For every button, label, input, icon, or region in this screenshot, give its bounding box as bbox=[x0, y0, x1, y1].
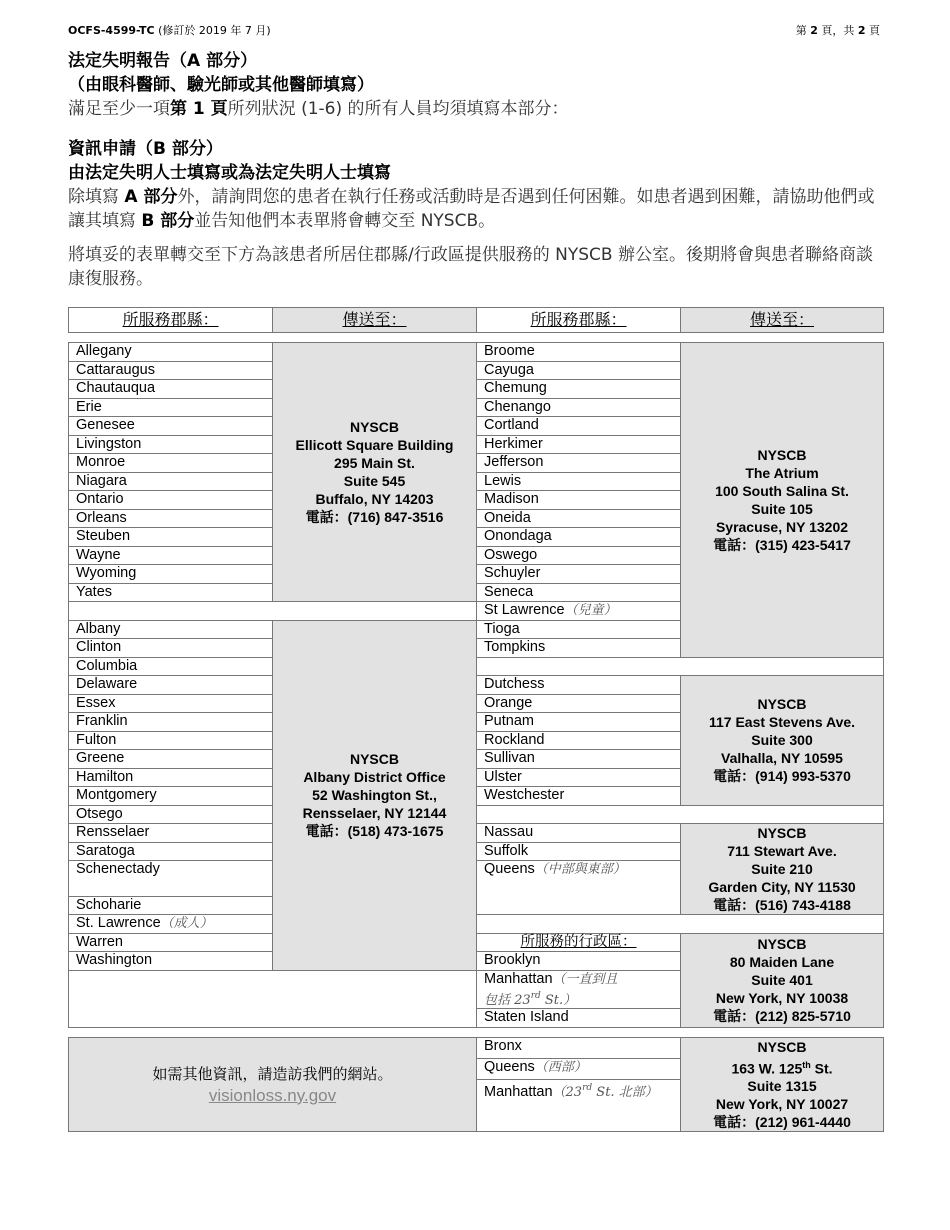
section-b bbox=[68, 137, 883, 291]
section-a-title: 法定失明報告（A 部分） bbox=[68, 51, 258, 71]
county-cell: Dutchess bbox=[477, 676, 681, 695]
header-borough: 所服務的行政區： bbox=[477, 933, 681, 952]
blank-cell bbox=[69, 602, 477, 621]
superscript: rd bbox=[530, 990, 541, 1001]
table-row bbox=[69, 308, 884, 333]
county-cell: Columbia bbox=[69, 657, 273, 676]
borough-cell: Staten Island bbox=[477, 1009, 681, 1028]
spacer-cell bbox=[477, 915, 884, 934]
office-line: NYSCB bbox=[757, 696, 807, 713]
county-cell: Tompkins bbox=[477, 639, 681, 658]
office-text: St. bbox=[810, 1060, 833, 1077]
county-cell: Broome bbox=[477, 343, 681, 362]
county-cell: Putnam bbox=[477, 713, 681, 732]
county-cell: Orleans bbox=[69, 509, 273, 528]
office-line: The Atrium bbox=[745, 464, 819, 481]
office-line: Suite 1315 bbox=[747, 1078, 817, 1095]
section-b-text2: 將填妥的表單轉交至下方為該患者所居住郡縣/行政區提供服務的 NYSCB 辦公室。後期將會與患者聯絡商談康復服務。 bbox=[68, 245, 873, 289]
maiden-lane-office bbox=[681, 933, 884, 1027]
page-number bbox=[796, 22, 880, 38]
office-line: 電話：(212) 961-4440 bbox=[713, 1114, 851, 1131]
county-cell: Cortland bbox=[477, 417, 681, 436]
spacer bbox=[69, 333, 884, 343]
office-line: NYSCB bbox=[349, 751, 399, 767]
county-cell: Tioga bbox=[477, 620, 681, 639]
office-line: 711 Stewart Ave. bbox=[727, 843, 837, 859]
office-line: Syracuse, NY 13202 bbox=[715, 518, 849, 535]
county-cell: Hamilton bbox=[69, 768, 273, 787]
office-line: 52 Washington St., bbox=[312, 787, 437, 803]
county-name: St. Lawrence bbox=[76, 915, 161, 931]
county-cell: Clinton bbox=[69, 639, 273, 658]
borough-note: St.） bbox=[540, 992, 577, 1008]
county-cell: Washington bbox=[69, 952, 273, 971]
office-line: Suite 545 bbox=[343, 473, 406, 489]
page-prefix: 第 bbox=[795, 24, 807, 37]
section-b-text1: 除填寫 A 部分外，請詢問您的患者在執行任務或活動時是否遇到任何困難。如患者遇到困難，請協助他們或讓其填寫 B 部分並告知他們本表單將會轉交至 NYSCB。 bbox=[68, 187, 875, 231]
albany-office bbox=[273, 620, 477, 970]
office-line: 電話：(914) 993-5370 bbox=[713, 768, 851, 785]
county-cell: Niagara bbox=[69, 472, 273, 491]
office-line: Suite 401 bbox=[751, 972, 813, 989]
county-cell: Albany bbox=[69, 620, 273, 639]
table-row bbox=[69, 657, 884, 676]
county-cell: Cattaraugus bbox=[69, 361, 273, 380]
borough-note: （23 bbox=[552, 1084, 583, 1100]
blank-cell bbox=[69, 970, 477, 1027]
county-cell: Cayuga bbox=[477, 361, 681, 380]
office-line: 100 South Salina St. bbox=[715, 482, 849, 499]
borough-cell bbox=[477, 970, 681, 1009]
section-b-title: 資訊申請（B 部分） bbox=[68, 139, 223, 159]
county-cell: Schoharie bbox=[69, 896, 273, 915]
office-line: NYSCB bbox=[757, 1038, 807, 1055]
office-line: Garden City, NY 11530 bbox=[708, 879, 856, 895]
borough-name: Manhattan bbox=[484, 1083, 553, 1100]
county-cell: Chenango bbox=[477, 398, 681, 417]
county-cell: Oswego bbox=[477, 546, 681, 565]
syracuse-office bbox=[681, 343, 884, 658]
table-row bbox=[69, 805, 884, 824]
county-cell: Rensselaer bbox=[69, 824, 273, 843]
form-id: OCFS-4599-TC bbox=[68, 24, 155, 37]
borough-name: Queens bbox=[484, 1058, 535, 1075]
header-send-to: 傳送至： bbox=[273, 308, 477, 333]
buffalo-office bbox=[273, 343, 477, 602]
more-info-box bbox=[69, 1037, 477, 1132]
office-line: Valhalla, NY 10595 bbox=[721, 750, 843, 767]
county-cell: Chemung bbox=[477, 380, 681, 399]
page-mid: 頁，共 bbox=[821, 24, 855, 37]
table-row bbox=[69, 1037, 884, 1058]
borough-cell: Brooklyn bbox=[477, 952, 681, 971]
county-cell: Montgomery bbox=[69, 787, 273, 806]
county-cell: Monroe bbox=[69, 454, 273, 473]
table-row bbox=[69, 333, 884, 343]
county-cell: Ontario bbox=[69, 491, 273, 510]
revision-date: (修訂於 2019 年 7 月) bbox=[158, 24, 271, 37]
section-a-subtitle: （由眼科醫師、驗光師或其他醫師填寫） bbox=[68, 75, 374, 95]
office-directory-table bbox=[68, 307, 884, 1132]
spacer bbox=[69, 1027, 884, 1037]
county-cell: Steuben bbox=[69, 528, 273, 547]
office-line: New York, NY 10027 bbox=[715, 1096, 849, 1113]
county-name: Queens bbox=[484, 861, 535, 877]
county-cell: Genesee bbox=[69, 417, 273, 436]
county-cell: Saratoga bbox=[69, 842, 273, 861]
header-county: 所服務郡縣： bbox=[69, 308, 273, 333]
office-line: 電話：(315) 423-5417 bbox=[713, 536, 851, 553]
more-info-text: 如需其他資訊，請造訪我們的網站。 bbox=[152, 1065, 393, 1083]
office-line: 電話：(212) 825-5710 bbox=[713, 1008, 851, 1025]
county-cell: Fulton bbox=[69, 731, 273, 750]
county-cell: Erie bbox=[69, 398, 273, 417]
table-row bbox=[69, 824, 884, 843]
superscript: th bbox=[802, 1059, 811, 1070]
table-row bbox=[69, 915, 884, 934]
county-cell: Franklin bbox=[69, 713, 273, 732]
form-id-header bbox=[68, 22, 271, 38]
section-a-text: 滿足至少一項第 1 頁所列狀況 (1-6) 的所有人員均須填寫本部分： bbox=[68, 99, 569, 119]
spacer-cell bbox=[477, 805, 884, 824]
county-cell: Seneca bbox=[477, 583, 681, 602]
county-cell: Sullivan bbox=[477, 750, 681, 769]
county-cell: Greene bbox=[69, 750, 273, 769]
section-b-subtitle: 由法定失明人士填寫或為法定失明人士填寫 bbox=[68, 163, 391, 183]
spacer-cell bbox=[477, 657, 884, 676]
county-cell: Onondaga bbox=[477, 528, 681, 547]
county-name: St Lawrence bbox=[484, 602, 565, 618]
valhalla-office bbox=[681, 676, 884, 806]
office-line: Buffalo, NY 14203 bbox=[315, 491, 434, 507]
superscript: rd bbox=[582, 1082, 593, 1093]
page-current: 2 bbox=[810, 24, 818, 37]
office-line: 電話：(716) 847-3516 bbox=[305, 509, 444, 525]
table-row bbox=[69, 676, 884, 695]
county-cell: Suffolk bbox=[477, 842, 681, 861]
county-cell: Westchester bbox=[477, 787, 681, 806]
office-line bbox=[688, 1056, 876, 1078]
county-cell: Yates bbox=[69, 583, 273, 602]
table-row bbox=[69, 933, 884, 952]
table-row bbox=[69, 1027, 884, 1037]
office-line: NYSCB bbox=[349, 419, 399, 435]
county-cell: Warren bbox=[69, 933, 273, 952]
borough-cell bbox=[477, 1058, 681, 1079]
county-cell: Oneida bbox=[477, 509, 681, 528]
county-cell: Schenectady bbox=[69, 861, 273, 897]
table-row bbox=[69, 343, 884, 362]
county-cell: Ulster bbox=[477, 768, 681, 787]
county-cell: Otsego bbox=[69, 805, 273, 824]
county-cell: Rockland bbox=[477, 731, 681, 750]
county-cell: Wyoming bbox=[69, 565, 273, 584]
office-line: 電話：(516) 743-4188 bbox=[713, 897, 851, 913]
section-a bbox=[68, 49, 883, 121]
county-cell: Allegany bbox=[69, 343, 273, 362]
harlem-office bbox=[681, 1037, 884, 1132]
county-cell: Jefferson bbox=[477, 454, 681, 473]
county-cell: Herkimer bbox=[477, 435, 681, 454]
borough-note: （一直到且 bbox=[552, 971, 618, 987]
office-line: 電話：(518) 473-1675 bbox=[305, 823, 444, 839]
office-line: NYSCB bbox=[757, 825, 807, 841]
header-county: 所服務郡縣： bbox=[477, 308, 681, 333]
office-text: 163 W. 125 bbox=[731, 1060, 803, 1077]
office-line: 117 East Stevens Ave. bbox=[708, 714, 856, 731]
office-line: 80 Maiden Lane bbox=[729, 954, 835, 971]
page-suffix: 頁 bbox=[869, 24, 880, 37]
county-note: （兒童） bbox=[564, 603, 617, 618]
borough-note: 包括 23 bbox=[484, 992, 531, 1008]
office-line: NYSCB bbox=[757, 936, 807, 953]
county-cell: Delaware bbox=[69, 676, 273, 695]
borough-cell bbox=[477, 1079, 681, 1132]
county-cell: Schuyler bbox=[477, 565, 681, 584]
office-line: Suite 105 bbox=[751, 500, 813, 517]
office-line: Suite 300 bbox=[751, 732, 813, 749]
county-cell: Livingston bbox=[69, 435, 273, 454]
office-line: Rensselaer, NY 12144 bbox=[302, 805, 447, 821]
office-line: NYSCB bbox=[757, 446, 807, 463]
county-cell: Nassau bbox=[477, 824, 681, 843]
page-total: 2 bbox=[857, 24, 866, 37]
county-cell bbox=[477, 861, 681, 915]
header-send-to: 傳送至： bbox=[681, 308, 884, 333]
borough-name: Manhattan bbox=[484, 970, 553, 987]
office-line: Albany District Office bbox=[303, 769, 446, 785]
borough-cell: Bronx bbox=[477, 1037, 681, 1058]
county-note: （成人） bbox=[160, 916, 213, 931]
county-cell: Madison bbox=[477, 491, 681, 510]
county-cell: Lewis bbox=[477, 472, 681, 491]
office-line: 295 Main St. bbox=[334, 455, 415, 471]
county-cell bbox=[477, 602, 681, 621]
county-cell: Orange bbox=[477, 694, 681, 713]
office-line: New York, NY 10038 bbox=[715, 990, 849, 1007]
borough-note: （西部） bbox=[534, 1059, 587, 1075]
county-cell bbox=[69, 915, 273, 934]
office-line: Suite 210 bbox=[751, 861, 813, 877]
office-line: Ellicott Square Building bbox=[295, 437, 454, 453]
website-link[interactable]: visionloss.ny.gov bbox=[208, 1085, 337, 1105]
borough-note: St. 北部） bbox=[592, 1084, 658, 1100]
county-note: （中部與東部） bbox=[534, 862, 626, 877]
county-cell: Essex bbox=[69, 694, 273, 713]
county-cell: Wayne bbox=[69, 546, 273, 565]
county-cell: Chautauqua bbox=[69, 380, 273, 399]
garden-city-office bbox=[681, 824, 884, 915]
